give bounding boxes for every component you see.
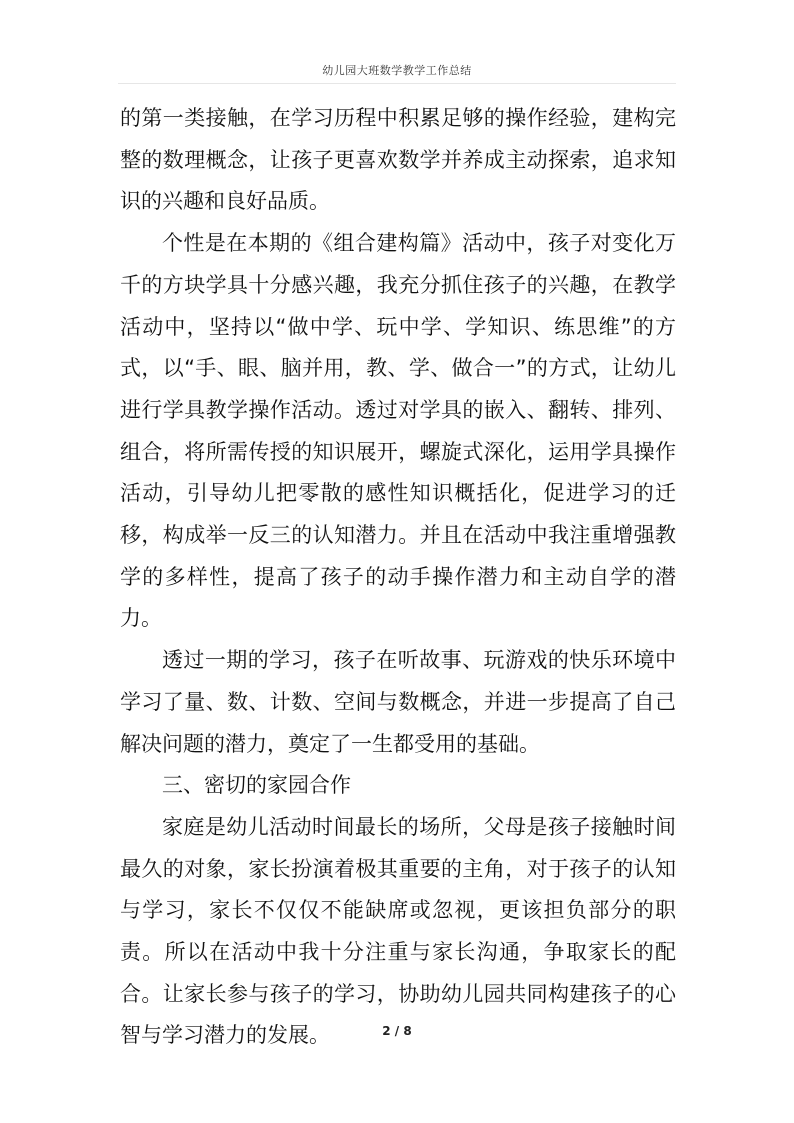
header-divider — [118, 83, 676, 84]
paragraph-combination-activity: 个性是在本期的《组合建构篇》活动中，孩子对变化万千的方块学具十分感兴趣，我充分抓住孩子的兴趣，在教学活动中，坚持以“做中学、玩中学、学知识、练思维”的方式，以“手、眼、脑并用，教、学、做合一”的方式，让幼儿进行学具教学操作活动。透过对学具的嵌入、翻转、排列、组合，将所需传授的知识展开，螺旋式深化，运用学具操作活动，引导幼儿把零散的感性知识概括化，促进学习的迁移，构成举一反三的认知潜力。并且在活动中我注重增强教学的多样性，提高了孩子的动手操作潜力和主动自学的潜力。 — [120, 231, 676, 631]
page-number: 2 / 8 — [382, 1024, 412, 1038]
paragraph-learning-outcome: 透过一期的学习，孩子在听故事、玩游戏的快乐环境中学习了量、数、计数、空间与数概念，并进一步提高了自己解决问题的潜力，奠定了一生都受用的基础。 — [120, 648, 676, 756]
section-heading-home-school-cooperation: 三、密切的家园合作 — [162, 773, 351, 798]
page-header-title: 幼儿园大班数学教学工作总结 — [322, 64, 472, 77]
paragraph-family-role: 家庭是幼儿活动时间最长的场所，父母是孩子接触时间最久的对象，家长扮演着极其重要的主角，对于孩子的认知与学习，家长不仅仅不能缺席或忽视，更该担负部分的职责。所以在活动中我十分注重与家长沟通，争取家长的配合。让家长参与孩子的学习，协助幼儿园共同构建孩子的心智与学习潜力的发展。 — [120, 814, 676, 1048]
paragraph-continuation: 的第一类接触，在学习历程中积累足够的操作经验，建构完整的数理概念，让孩子更喜欢数学并养成主动探索，追求知识的兴趣和良好品质。 — [120, 106, 676, 214]
document-body — [120, 98, 676, 1057]
